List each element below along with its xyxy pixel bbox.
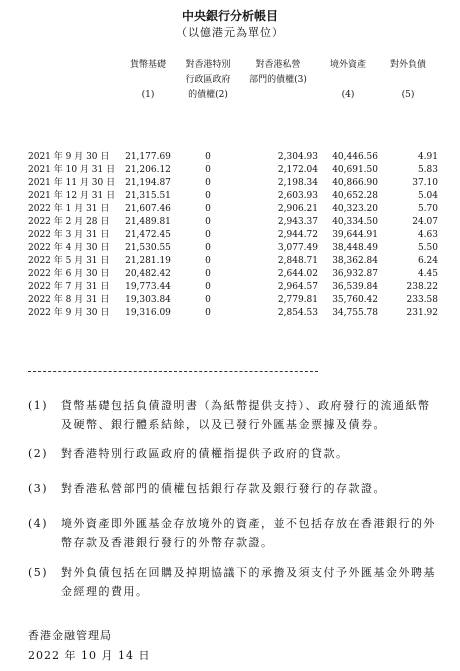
cell-v4: 40,652.28 <box>332 191 378 201</box>
cell-v4: 34,755.78 <box>332 308 378 318</box>
unit-2: 的債權(2) <box>188 90 228 100</box>
cell-v2: 0 <box>205 243 211 253</box>
note-3 <box>28 479 438 498</box>
divider-line <box>28 371 318 372</box>
cell-v2: 0 <box>205 230 211 240</box>
cell-v1: 21,472.45 <box>125 230 171 240</box>
cell-v4: 35,760.42 <box>332 295 378 305</box>
cell-v3: 2,304.93 <box>277 152 318 162</box>
cell-v4: 40,446.56 <box>332 152 378 162</box>
row-date: 2021 年 10 月 31 日 <box>28 165 116 175</box>
unit-4: (4) <box>341 90 355 100</box>
table-row <box>28 255 438 268</box>
cell-v4: 40,334.50 <box>332 217 378 227</box>
cell-v2: 0 <box>205 256 211 266</box>
row-date: 2022 年 6 月 30 日 <box>28 269 110 279</box>
cell-v5: 24.07 <box>412 217 438 227</box>
cell-v1: 20,482.42 <box>125 269 171 279</box>
row-date: 2022 年 4 月 30 日 <box>28 243 110 253</box>
cell-v1: 21,489.81 <box>125 217 171 227</box>
cell-v5: 4.91 <box>417 152 438 162</box>
cell-v3: 2,854.53 <box>277 308 318 318</box>
cell-v5: 4.63 <box>417 230 438 240</box>
unit-5: (5) <box>401 90 415 100</box>
table-row <box>28 216 438 229</box>
issue-date: 2022 年 10 月 14 日 <box>28 649 151 662</box>
cell-v1: 19,773.44 <box>125 282 171 292</box>
note-number: (2) <box>28 447 49 460</box>
table-row <box>28 229 438 242</box>
cell-v2: 0 <box>205 178 211 188</box>
cell-v4: 40,866.90 <box>332 178 378 188</box>
cell-v4: 40,691.50 <box>332 165 378 175</box>
note-number: (1) <box>28 399 49 412</box>
note-text: 境外資產即外匯基金存放境外的資產，並不包括存放在香港銀行的外幣存款及香港銀行發行的外幣存款證。 <box>61 517 436 549</box>
table-row <box>28 294 438 307</box>
cell-v2: 0 <box>205 295 211 305</box>
analytical-accounts-table <box>28 58 438 320</box>
cell-v1: 19,316.09 <box>125 308 171 318</box>
table-row <box>28 164 438 177</box>
cell-v3: 2,198.34 <box>277 178 318 188</box>
header-monetary-base: 貨幣基礎 <box>129 60 166 70</box>
table-row <box>28 190 438 203</box>
cell-v2: 0 <box>205 191 211 201</box>
cell-v3: 2,944.72 <box>277 230 318 240</box>
cell-v1: 21,281.19 <box>125 256 171 266</box>
note-1 <box>28 396 438 434</box>
table-row <box>28 151 438 164</box>
row-date: 2022 年 7 月 31 日 <box>28 282 110 292</box>
cell-v4: 36,539.84 <box>332 282 378 292</box>
note-text: 貨幣基礎包括負債證明書（為紙幣提供支持）、政府發行的流通紙幣及硬幣、銀行體系結餘，以及已發行外匯基金票據及債券。 <box>61 399 431 431</box>
row-date: 2022 年 5 月 31 日 <box>28 256 110 266</box>
unit-1: (1) <box>141 90 155 100</box>
note-number: (3) <box>28 482 49 495</box>
cell-v1: 21,194.87 <box>125 178 171 188</box>
note-2 <box>28 444 438 463</box>
row-date: 2021 年 12 月 31 日 <box>28 191 116 201</box>
cell-v5: 6.24 <box>417 256 438 266</box>
note-number: (5) <box>28 566 49 579</box>
cell-v3: 2,906.21 <box>277 204 318 214</box>
row-date: 2022 年 9 月 30 日 <box>28 308 110 318</box>
row-date: 2021 年 11 月 30 日 <box>28 178 116 188</box>
row-date: 2022 年 1 月 31 日 <box>28 204 110 214</box>
cell-v4: 38,362.84 <box>332 256 378 266</box>
cell-v5: 5.70 <box>417 204 438 214</box>
header-date <box>28 58 118 88</box>
cell-v2: 0 <box>205 269 211 279</box>
cell-v3: 2,644.02 <box>277 269 318 279</box>
note-number: (4) <box>28 517 49 530</box>
cell-v3: 2,943.37 <box>277 217 318 227</box>
note-text: 對香港私營部門的債權包括銀行存款及銀行發行的存款證。 <box>61 482 386 495</box>
cell-v3: 2,964.57 <box>277 282 318 292</box>
cell-v1: 19,303.84 <box>125 295 171 305</box>
cell-v2: 0 <box>205 165 211 175</box>
table-units-row <box>28 88 438 151</box>
table-row <box>28 268 438 281</box>
table-row <box>28 307 438 320</box>
row-date: 2022 年 2 月 28 日 <box>28 217 110 227</box>
cell-v1: 21,315.51 <box>125 191 171 201</box>
note-4 <box>28 514 438 552</box>
table-row <box>28 177 438 190</box>
cell-v5: 5.04 <box>417 191 438 201</box>
header-claims-private: 對香港私營 部門的債權(3) <box>249 60 307 85</box>
note-text: 對香港特別行政區政府的債權指提供予政府的貸款。 <box>61 447 349 460</box>
cell-v5: 4.45 <box>417 269 438 279</box>
row-date: 2021 年 9 月 30 日 <box>28 152 110 162</box>
cell-v5: 37.10 <box>412 178 438 188</box>
cell-v3: 2,848.71 <box>277 256 318 266</box>
cell-v2: 0 <box>205 217 211 227</box>
table-body <box>28 151 438 320</box>
table-header-row <box>28 58 438 88</box>
cell-v2: 0 <box>205 308 211 318</box>
cell-v1: 21,177.69 <box>125 152 171 162</box>
cell-v5: 5.83 <box>417 165 438 175</box>
cell-v5: 5.50 <box>417 243 438 253</box>
row-date: 2022 年 8 月 31 日 <box>28 295 110 305</box>
cell-v3: 2,603.93 <box>277 191 318 201</box>
table-row <box>28 242 438 255</box>
cell-v2: 0 <box>205 282 211 292</box>
cell-v4: 36,932.87 <box>332 269 378 279</box>
unit-3 <box>238 88 318 151</box>
cell-v1: 21,530.55 <box>125 243 171 253</box>
cell-v5: 238.22 <box>406 282 438 292</box>
cell-v3: 2,779.81 <box>277 295 318 305</box>
note-text: 對外負債包括在回購及掉期協議下的承擔及須支付予外匯基金外聘基金經理的費用。 <box>61 566 436 598</box>
cell-v1: 21,607.46 <box>125 204 171 214</box>
header-foreign-liabilities: 對外負債 <box>389 60 426 70</box>
cell-v2: 0 <box>205 204 211 214</box>
page-title: 中央銀行分析帳目 <box>181 9 278 23</box>
table-row <box>28 281 438 294</box>
note-5 <box>28 563 438 601</box>
cell-v5: 231.92 <box>406 308 438 318</box>
table-row <box>28 203 438 216</box>
issuer-name: 香港金融管理局 <box>28 629 112 642</box>
cell-v4: 39,644.91 <box>332 230 378 240</box>
cell-v2: 0 <box>205 152 211 162</box>
cell-v3: 2,172.04 <box>277 165 318 175</box>
cell-v4: 40,323.20 <box>332 204 378 214</box>
cell-v1: 21,206.12 <box>125 165 171 175</box>
row-date: 2022 年 3 月 31 日 <box>28 230 110 240</box>
cell-v3: 3,077.49 <box>277 243 318 253</box>
header-claims-government: 對香港特別 行政區政府 <box>185 60 231 85</box>
cell-v4: 38,448.49 <box>332 243 378 253</box>
cell-v5: 233.58 <box>406 295 438 305</box>
header-foreign-assets: 境外資產 <box>329 60 366 70</box>
page-subtitle: （以億港元為單位） <box>176 26 284 39</box>
